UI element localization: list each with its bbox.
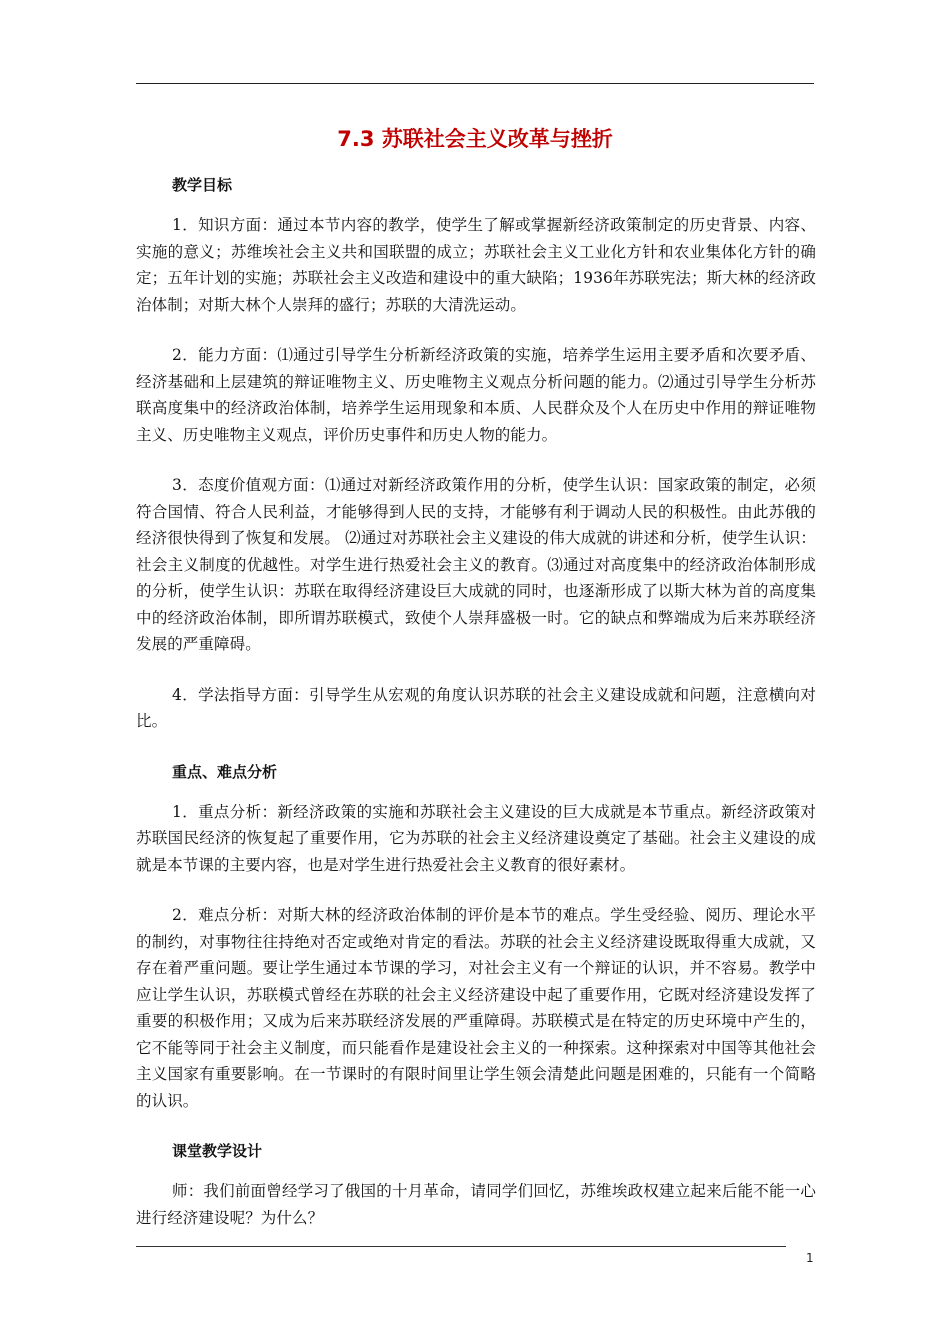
footer-rule [136, 1246, 786, 1247]
paragraph-key-point: 1．重点分析：新经济政策的实施和苏联社会主义建设的巨大成就是本节重点。新经济政策对苏联国民经济的恢复起了重要作用，它为苏联的社会主义经济建设奠定了基础。社会主义建设的成就是本节课的主要内容，也是对学生进行热爱社会主义教育的很好素材。 [136, 802, 816, 874]
section-heading-objectives: 教学目标 [172, 176, 233, 194]
paragraph-ability: 2．能力方面：⑴通过引导学生分析新经济政策的实施，培养学生运用主要矛盾和次要矛盾、经济基础和上层建筑的辩证唯物主义、历史唯物主义观点分析问题的能力。⑵通过引导学生分析苏联高度集中的经济政治体制，培养学生运用现象和本质、人民群众及个人在历史中作用的辩证唯物主义、历史唯物主义观点，评价历史事件和历史人物的能力。 [136, 346, 816, 444]
paragraph-study-method: 4．学法指导方面：引导学生从宏观的角度认识苏联的社会主义建设成就和问题，注意横向对比。 [136, 685, 816, 730]
paragraph-difficult-point: 2．难点分析：对斯大林的经济政治体制的评价是本节的难点。学生受经验、阅历、理论水平的制约，对事物往往持绝对否定或绝对肯定的看法。苏联的社会主义经济建设既取得重大成就，又存在着严重问题。要让学生通过本节课的学习，对社会主义有一个辩证的认识，并不容易。教学中应让学生认识，苏联模式曾经在苏联的社会主义经济建设中起了重要作用，它既对经济建设发挥了重要的积极作用；又成为后来苏联经济发展的严重障碍。苏联模式是在特定的历史环境中产生的，它不能等同于社会主义制度，而只能看作是建设社会主义的一种探索。这种探索对中国等其他社会主义国家有重要影响。在一节课时的有限时间里让学生领会清楚此问题是困难的，只能有一个简略的认识。 [136, 906, 816, 1110]
paragraph-teacher-question: 师：我们前面曾经学习了俄国的十月革命，请同学们回忆，苏维埃政权建立起来后能不能一心进行经济建设呢？为什么？ [136, 1182, 816, 1227]
section-heading-lesson-design: 课堂教学设计 [172, 1142, 263, 1160]
section-heading-key-points: 重点、难点分析 [172, 762, 278, 781]
paragraph-knowledge: 1．知识方面：通过本节内容的教学，使学生了解或掌握新经济政策制定的历史背景、内容、实施的意义；苏维埃社会主义共和国联盟的成立；苏联社会主义工业化方针和农业集体化方针的确定；五年计划的实施；苏联社会主义改造和建设中的重大缺陷；1936年苏联宪法；斯大林的经济政治体制；对斯大林个人崇拜的盛行；苏联的大清洗运动。 [136, 216, 816, 314]
page-number: 1 [806, 1251, 814, 1265]
paragraph-attitude: 3．态度价值观方面：⑴通过对新经济政策作用的分析，使学生认识：国家政策的制定，必须符合国情、符合人民利益，才能够得到人民的支持，才能够有利于调动人民的积极性。由此苏俄的经济很快得到了恢复和发展。 ⑵通过对苏联社会主义建设的伟大成就的讲述和分析，使学生认识：社会主义制度的优越性。对学生进行热爱社会主义的教育。⑶通过对高度集中的经济政治体制形成的分析，使学生认识：苏联在取得经济建设巨大成就的同时，也逐渐形成了以斯大林为首的高度集中的经济政治体制，即所谓苏联模式，致使个人崇拜盛极一时。它的缺点和弊端成为后来苏联经济发展的严重障碍。 [136, 476, 816, 653]
document-title: 7.3 苏联社会主义改革与挫折 [337, 127, 613, 151]
document-body [136, 172, 816, 1231]
header-rule [136, 83, 814, 84]
